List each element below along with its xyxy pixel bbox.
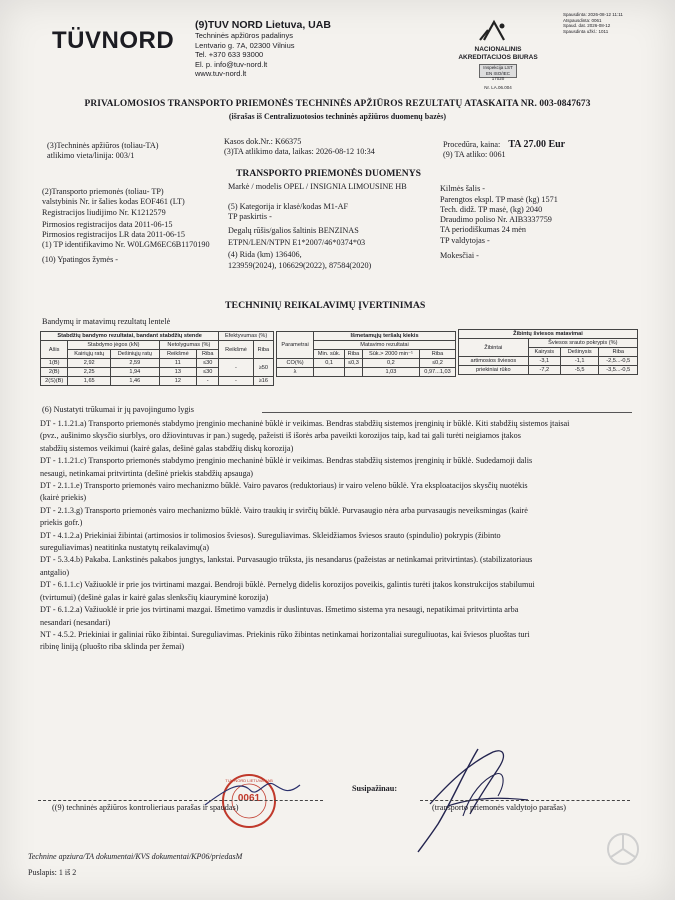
table-cell: 1,65 [68, 377, 111, 386]
brake-table-subheader: Kairiųjų ratų [68, 350, 111, 359]
emission-measured-header: Matavimo rezultatai [314, 341, 456, 350]
inspection-date: (3)TA atlikimo data, laikas: 2026-08-12 10:34 [224, 147, 375, 156]
brake-table-header: Stabdymo jėgos (kN) [68, 341, 159, 350]
table-cell: -3,5...-0,5 [599, 366, 638, 375]
table-cell: ≤30 [197, 359, 219, 368]
table-cell: 2,59 [111, 359, 159, 368]
print-info-line: Atspausdinta: 0061 [563, 17, 602, 23]
tuv-nord-logo: TÜVNORD [52, 27, 175, 54]
table-cell: artimosios šviesos [459, 357, 529, 366]
vehicle-field: ETPN/LEN/NTPN E1*2007/46*0374*03 [228, 238, 366, 247]
defects-label: (6) Nustatyti trūkumai ir jų pavojingumo lygis [42, 405, 194, 414]
defect-line: (kairė priekis) [40, 493, 87, 503]
emission-param-header: Parametrai [277, 332, 314, 359]
defect-line: antgalio) [40, 567, 70, 577]
vehicle-field: 123959(2024), 106629(2022), 87584(2020) [228, 261, 372, 270]
defect-line: NT - 4.5.2. Priekiniai ir galiniai rūko žibintai. Sureguliavimas. Priekinis rūko žibintas netinkamai horizontaliai sureguliuotas, kai šviesos pluoštas turi [40, 629, 530, 639]
report-subtitle: (išrašas iš Centralizuotosios techninės apžiūros duomenų bazės) [228, 112, 447, 121]
table-cell: 2,25 [68, 368, 111, 377]
defect-line: priekis gofr.) [40, 518, 83, 528]
procedure-block [443, 140, 565, 160]
emission-header: Sūk.> 2000 min⁻¹ [362, 350, 419, 359]
table-cell: ≥16 [253, 377, 273, 386]
light-col-header: Žibintai [459, 339, 529, 357]
print-info-line: Spausdinta: 2026-08-12 11:11 [563, 12, 623, 17]
results-caption: Bandymų ir matavimų rezultatų lentelė [42, 317, 171, 326]
accreditation-line: AKREDITACIJOS BIURAS [458, 54, 538, 61]
defect-line: ribinę liniją (pluošto riba sklinda per žemai) [40, 642, 185, 652]
light-sub-title: Šviesos srauto pokrypis (%) [528, 339, 637, 348]
brake-table-header: Netolygumas (%) [159, 341, 219, 350]
stamp-ring-text: TUV NORD LIETUVA UAB [225, 778, 273, 783]
light-header: Riba [599, 348, 638, 357]
defect-line: nesaugi, netinkamai pritvirtinta (dešinė priekis stabdžių apsauga) [40, 468, 254, 478]
vehicle-field: Pirmosios registracijos data 2011-06-15 [42, 220, 173, 229]
brake-table [40, 331, 274, 386]
vehicle-right-column [440, 184, 645, 261]
table-cell: 0,97...1,03 [420, 368, 456, 377]
light-table-title: Žibintų šviesos matavimai [459, 330, 638, 339]
table-cell: 12 [159, 377, 197, 386]
table-cell: 2(S)(B) [41, 377, 68, 386]
company-name: (9)TUV NORD Lietuva, UAB [195, 19, 331, 31]
page-number: Puslapis: 1 iš 2 [28, 868, 77, 877]
vehicle-field: TA periodiškumas 24 mėn [440, 225, 526, 234]
vehicle-middle-column [228, 182, 443, 271]
vehicle-field: Markė / modelis OPEL / INSIGNIA LIMOUSINE HB [228, 182, 407, 191]
table-cell: - [197, 377, 219, 386]
light-table [458, 329, 638, 375]
table-row [277, 368, 456, 377]
company-line: El. p. info@tuv-nord.lt [195, 59, 268, 69]
table-cell: ≤0,2 [420, 359, 456, 368]
owner-signature-icon [408, 744, 538, 854]
company-line: www.tuv-nord.lt [195, 69, 247, 78]
inspector-signature-line [38, 800, 323, 801]
report-title: PRIVALOMOSIOS TRANSPORTO PRIEMONĖS TECHNINĖS APŽIŪROS REZULTATŲ ATASKAITA NR. 003-0847673 [84, 99, 591, 109]
accreditation-badge: Inspekcija LST EN ISO/IEC 17020 [479, 64, 517, 78]
table-cell: priekiniai rūko [459, 366, 529, 375]
vehicle-field: Pirmosios registracijos LR data 2011-06-15 [42, 230, 185, 239]
vehicle-field: Mokesčiai - [440, 251, 479, 260]
print-info-line: Spaud. dat. 2026-08-12 [563, 23, 611, 28]
vehicle-field: TP valdytojas - [440, 236, 490, 245]
vehicle-field: Degalų rūšis/galios šaltinis BENZINAS [228, 226, 359, 235]
defect-line: DT - 2.1.3.g) Transporto priemonės vairo mechanizmo būklė. Vairo traukių ir svirčių būklė. Purvasaugio nėra arba purvasaugis neveiksmingas (kairė [40, 505, 528, 515]
brake-table-header: Efektyvumas (%) [219, 332, 274, 341]
defects-label-rule [262, 412, 632, 413]
accreditation-block [458, 46, 538, 92]
table-cell: ≤30 [197, 368, 219, 377]
print-info-line: Spausdinta užkl.: 1011 [563, 28, 609, 34]
table-cell: ≤0,3 [345, 359, 363, 368]
table-cell: 2(B) [41, 368, 68, 377]
owner-signature-line [420, 800, 630, 801]
defect-line: (tvirtumui) (dešinė galas ir kairė galas slenksčių kiauryminė korozija) [40, 592, 269, 602]
table-cell: 1,94 [111, 368, 159, 377]
brake-table-subheader: Reikšmė [219, 341, 253, 359]
vehicle-field: (4) Rida (km) 136406, [228, 250, 302, 259]
accreditation-number: Nr. LA.06.004 [484, 85, 512, 90]
table-cell: -1,1 [560, 357, 599, 366]
stamp-number: 0061 [237, 793, 261, 804]
vehicle-section-title: TRANSPORTO PRIEMONĖS DUOMENYS [236, 168, 421, 179]
vehicle-field: TP paskirtis - [228, 212, 272, 221]
inspector-caption: ((9) techninės apžiūros kontrolieriaus parašas ir spaudas) [52, 803, 239, 812]
table-cell: -2,5...-0,5 [599, 357, 638, 366]
acknowledged-label: Susipažinau: [352, 784, 398, 793]
brake-table-subheader: Riba [197, 350, 219, 359]
inspection-place [47, 141, 159, 161]
emission-table [276, 331, 456, 377]
table-cell: -7,2 [528, 366, 560, 375]
brake-table-subheader: Riba [253, 341, 273, 359]
defects-list [40, 418, 640, 654]
table-row [277, 359, 456, 368]
vehicle-field: (1) TP identifikavimo Nr. W0LGM6EC6B1170190 [42, 240, 210, 249]
table-cell: ≥50 [253, 359, 273, 377]
vehicle-field: Tech. didž. TP masė, (kg) 2040 [440, 205, 543, 214]
table-row [459, 366, 638, 375]
vehicle-field: Registracijos liudijimo Nr. K1212579 [42, 208, 166, 217]
brake-table-subheader: Dešiniųjų ratų [111, 350, 159, 359]
defect-line: DT - 6.1.1.c) Važiuoklė ir prie jos tvirtinami mazgai. Bendroji būklė. Pernelyg didelis korozijos poveikis, galintis turėti įtakos konstrukcijos stabilumui [40, 580, 535, 590]
vehicle-field: (5) Kategorija ir klasė/kodas M1-AF [228, 202, 349, 211]
company-line: Techninės apžiūros padalinys [195, 31, 293, 40]
table-cell: 0,2 [362, 359, 419, 368]
table-cell: 1,46 [111, 377, 159, 386]
company-line: Tel. +370 633 93000 [195, 50, 264, 59]
table-cell: 0,1 [314, 359, 345, 368]
table-cell: 13 [159, 368, 197, 377]
tech-section-title: TECHNINIŲ REIKALAVIMŲ ĮVERTINIMAS [225, 300, 426, 311]
vehicle-field: Parengtos ekspl. TP masė (kg) 1571 [440, 195, 558, 204]
defect-line: sureguliavimas) neatitinka nustatytų reikalavimų(a) [40, 543, 209, 553]
defect-line: stabdžių sistemos veikimui (kairė galas, dešinė galas stabdžių diskų korozija) [40, 443, 294, 453]
defect-line: DT - 2.1.1.e) Transporto priemonės vairo mechanizmo būklė. Vairo pavaros (reduktoriaus) ir vairo veleno būklė. Yra eksploatacijos skysčių nuotėkis [40, 481, 528, 491]
brake-table-title: Stabdžių bandymo rezultatai, bandant stabdžių stende [41, 332, 219, 341]
table-row [41, 377, 274, 386]
table-cell: CO(%) [277, 359, 314, 368]
vehicle-left-column [42, 187, 242, 265]
emission-table-title: Išmetamųjų teršalų kiekis [314, 332, 456, 341]
light-header: Kairysis [528, 348, 560, 357]
emission-header: Riba [420, 350, 456, 359]
cash-document: Kasos dok.Nr.: K66375 [224, 137, 302, 146]
defect-line: nesandari (nesandari) [40, 617, 111, 627]
accreditation-line: NACIONALINIS [474, 46, 522, 53]
watermark-icon [606, 832, 640, 866]
table-cell: -5,5 [560, 366, 599, 375]
emission-header: Riba [345, 350, 363, 359]
table-cell: 2,92 [68, 359, 111, 368]
defect-line: (pvz., aušinimo skysčio siurblys, oro džiovintuvas ir pan.) sugedę, pažeisti iš išorės arba paveikti korozijos taip, kad tai gali turėti neigiamos įtakos [40, 431, 521, 441]
procedure-value: TA 27.00 Eur [508, 139, 566, 150]
table-cell [345, 368, 363, 377]
light-header: Dešinysis [560, 348, 599, 357]
procedure-label: Procedūra, kaina: [443, 140, 501, 149]
print-info [563, 12, 653, 34]
company-block [195, 19, 331, 79]
defect-line: DT - 1.1.21.c) Transporto priemonės stabdymo įrenginio mechaninė būklė ir veikimas. Bendras stabdžių sistemos įrenginių ir būklė. Sudedamoji dalis [40, 456, 533, 466]
vehicle-field: Draudimo poliso Nr. AIB3337759 [440, 215, 552, 224]
form-reference: Technine apziura/TA dokumentai/KVS dokumentai/KP06/priedasM [28, 852, 243, 861]
vehicle-field: (2)Transporto priemonės (toliau- TP) [42, 187, 164, 196]
table-cell: - [219, 359, 253, 377]
owner-caption: (transporto priemonės valdytojo parašas) [432, 803, 566, 812]
brake-table-header: Ašis [41, 341, 68, 359]
emission-header: Min. sūk. [314, 350, 345, 359]
table-cell: 11 [159, 359, 197, 368]
inspection-meta [224, 137, 375, 157]
vehicle-field: (10) Ypatingos žymės - [42, 255, 119, 264]
table-row [41, 359, 274, 368]
brake-table-subheader: Reikšmė [159, 350, 197, 359]
table-cell [314, 368, 345, 377]
vehicle-field: valstybinis Nr. ir šalies kodas EOF461 (LT) [42, 197, 185, 206]
table-cell: λ [277, 368, 314, 377]
defect-line: DT - 6.1.2.a) Važiuoklė ir prie jos tvirtinami mazgai. Išmetimo vamzdis ir duslintuvas. Išmetimo sistema yra nesaugi, nepatikimai pritvirtinta arba [40, 605, 519, 615]
table-cell: - [219, 377, 253, 386]
vehicle-field: Kilmės šalis - [440, 184, 486, 193]
defect-line: DT - 5.3.4.b) Pakaba. Lankstinės pakabos jungtys, lankstai. Purvasaugio trūksta, jis nesandarus (pažeistas ar netinkamai pritvirtintas). (stabilizatoriaus [40, 555, 533, 565]
performer: (9) TA atliko: 0061 [443, 150, 506, 159]
table-cell: -3,1 [528, 357, 560, 366]
inspection-place-label: (3)Techninės apžiūros (toliau-TA) [47, 141, 159, 150]
company-line: Lentvario g. 7A, 02300 Vilnius [195, 40, 295, 50]
defect-line: DT - 1.1.21.a) Transporto priemonės stabdymo įrenginio mechaninė būklė ir veikimas. Bendras stabdžių sistemos įrenginių ir būklė. Kiti stabdžių sistemos įtaisai [40, 419, 570, 428]
table-row [459, 357, 638, 366]
accreditation-logo-icon [474, 18, 514, 42]
table-cell: 1(B) [41, 359, 68, 368]
inspection-place-value: atlikimo vieta/linija: 003/1 [47, 151, 135, 160]
defect-line: DT - 4.1.2.a) Priekiniai žibintai (artimosios ir tolimosios šviesos). Sureguliavimas. Skleidžiamos šviesos srauto (spindulio) pokrypis (žibinto [40, 530, 501, 540]
table-cell: 1,03 [362, 368, 419, 377]
